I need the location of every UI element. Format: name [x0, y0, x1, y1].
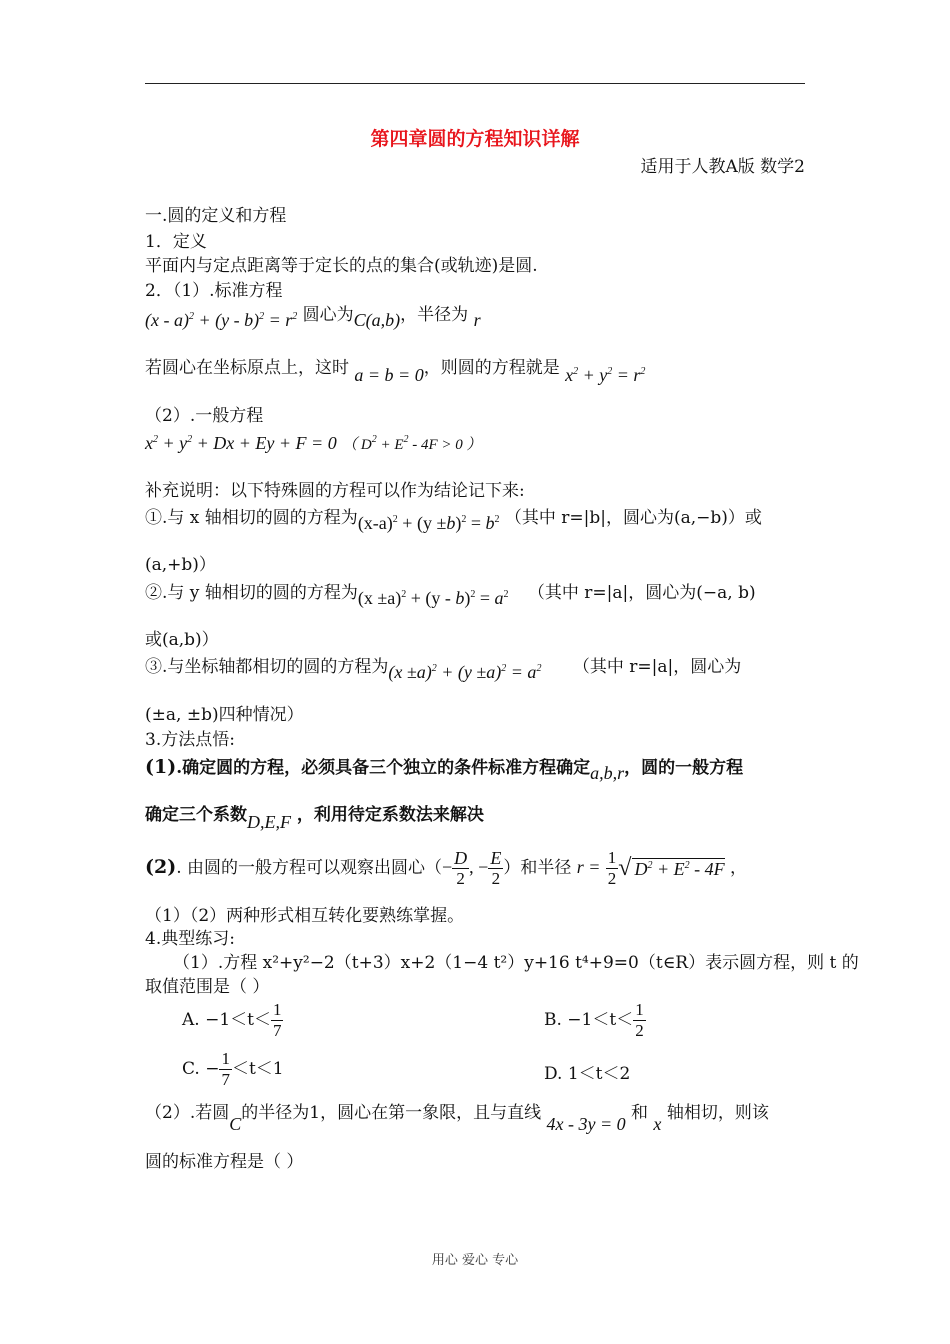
point1-vars: a,b,r: [590, 763, 625, 783]
item2-continuation: 或(a,b)）: [145, 630, 219, 650]
method-point-2: (2). 由圆的一般方程可以观察出圆心（− $\frac{D}{2}$ , − $\frac{E}{2}$ ）和半径 r = $\frac{1}{2}$ √ $D^2 + E^2 - 4F$ ，: [145, 848, 748, 888]
general-equation: $x^2 + y^2 + Dx + Ey + F = 0$: [145, 433, 337, 453]
item2-equation: $(x \pm a)^2 + (y - b)^2 = a^2$: [357, 588, 509, 608]
item2-note: （其中 r=|a|，圆心为(−a, b): [527, 583, 756, 603]
origin-line: [145, 353, 646, 385]
option-a-fraction: $\frac{1}{7}$: [272, 1000, 282, 1040]
item2-prefix: ②.与 y 轴相切的圆的方程为: [145, 583, 358, 603]
center-y-fraction: $\frac{E}{2}$: [490, 848, 502, 888]
item3-continuation: (±a, ±b)四种情况）: [145, 705, 304, 725]
option-b-label: B. −1＜t＜: [544, 1010, 634, 1030]
point1-line2b: ，利用待定系数法来解决: [296, 805, 484, 825]
option-c-tail: ＜t＜1: [231, 1059, 284, 1079]
supplement-item-3: [145, 652, 742, 682]
item3-note: （其中 r=|a|，圆心为: [572, 657, 742, 677]
item1-continuation: (a,+b)）: [145, 555, 216, 575]
method-point-2-line2: （1）（2）两种形式相互转化要熟练掌握。: [145, 906, 465, 926]
item1-note: （其中 r=|b|，圆心为(a,−b)）或: [504, 508, 762, 528]
center-x-fraction: $\frac{D}{2}$: [454, 848, 468, 888]
method-point-1-line2: [145, 800, 484, 832]
page-footer: 用心 爱心 专心: [431, 1253, 519, 1268]
point1-text2: ，圆的一般方程: [624, 758, 744, 778]
point2-text: . 由圆的一般方程可以观察出圆心（: [176, 858, 443, 878]
general-equation-line: [145, 433, 482, 454]
question-2: （2）.若圆C的半径为1，圆心在第一象限，且与直线 4x - 3y = 0 和 x 轴相切，则该: [145, 1103, 769, 1134]
method-heading: 3.方法点悟:: [145, 730, 235, 750]
header-rule: [145, 83, 805, 84]
radius-value: r: [473, 310, 481, 330]
option-b-fraction: $\frac{1}{2}$: [635, 1000, 644, 1040]
item3-prefix: ③.与坐标轴都相切的圆的方程为: [145, 657, 389, 677]
supplement-item-1: [145, 503, 762, 533]
point2-end: ，: [730, 858, 748, 878]
item3-equation: $(x \pm a)^2 + (y \pm a)^2 = a^2$: [388, 662, 542, 682]
general-condition: （ $D^2 + E^2 - 4F > 0$ ）: [342, 434, 482, 453]
radius-label: ，半径为: [400, 305, 469, 325]
document-subtitle: 适用于人教A版 数学2: [640, 157, 805, 177]
line-equation: 4x - 3y = 0: [546, 1114, 626, 1134]
origin-text: 若圆心在坐标原点上，这时: [145, 358, 349, 378]
option-c: [182, 1049, 284, 1090]
center-value: C(a,b): [353, 310, 401, 330]
general-equation-heading: （2）.一般方程: [145, 406, 264, 426]
item1-equation: $(x-a)^2 + (y \pm b)^2 = b^2$: [357, 513, 500, 533]
practice-heading: 4.典型练习:: [145, 929, 235, 949]
option-c-label: C. −: [182, 1059, 220, 1079]
supplement-item-2: [145, 578, 756, 608]
point2-text2: ）和半径: [503, 858, 572, 878]
item1-prefix: ①.与 x 轴相切的圆的方程为: [145, 508, 358, 528]
section-heading: 一.圆的定义和方程: [145, 206, 287, 226]
definition-text: 平面内与定点距离等于定长的点的集合(或轨迹)是圆.: [145, 256, 538, 276]
origin-then: ，则圆的方程就是: [423, 358, 560, 378]
method-point-1: [145, 753, 744, 783]
half-fraction: $\frac{1}{2}$: [607, 848, 617, 888]
origin-condition: a = b = 0: [354, 365, 424, 385]
option-c-fraction: $\frac{1}{7}$: [221, 1049, 230, 1089]
option-a-label: A. −1＜t＜: [182, 1010, 271, 1030]
question-2-line2: 圆的标准方程是（ ）: [145, 1152, 304, 1172]
question-1: （1）.方程 x²+y²−2（t+3）x+2（1−4 t²）y+16 t⁴+9=0（t∈R）表示圆方程，则 t 的: [173, 953, 859, 973]
option-a: [182, 1000, 283, 1041]
circle-symbol: C: [229, 1114, 242, 1134]
radius-sqrt: $D^2 + E^2 - 4F$: [634, 858, 725, 879]
point2-label: (2): [145, 856, 177, 878]
option-b: [544, 1000, 646, 1041]
document-title: 第四章圆的方程知识详解: [370, 128, 580, 150]
point1-label: (1): [145, 756, 177, 778]
point1-line2: 确定三个系数: [145, 805, 247, 825]
point1-vars2: D,E,F: [247, 812, 291, 832]
definition-heading: 1．定义: [145, 232, 207, 252]
standard-equation-line: [145, 306, 481, 331]
origin-equation: $x^2 + y^2 = r^2$: [565, 365, 646, 385]
center-label: 圆心为: [302, 305, 354, 325]
supplement-heading: 补充说明：以下特殊圆的方程可以作为结论记下来:: [145, 481, 525, 501]
question-1-line2: 取值范围是（ ）: [145, 977, 270, 997]
standard-equation-heading: 2．（1）.标准方程: [145, 281, 283, 301]
standard-equation: $(x - a)^2 + (y - b)^2 = r^2$: [145, 310, 298, 330]
point1-text: .确定圆的方程，必须具备三个独立的条件标准方程确定: [176, 758, 591, 778]
option-d: D. 1＜t＜2: [544, 1064, 631, 1084]
radius-symbol: r =: [576, 857, 601, 877]
